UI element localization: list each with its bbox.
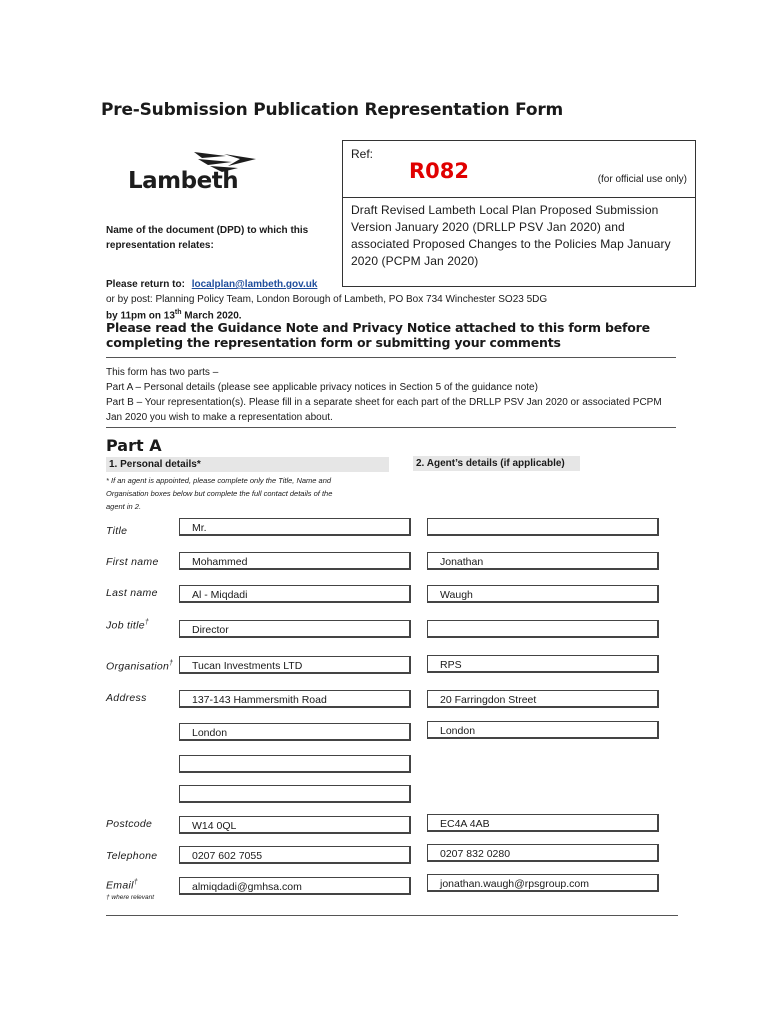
telephone-label: Telephone — [106, 850, 158, 862]
last-name-label: Last name — [106, 587, 158, 599]
organisation-label: Organisation† — [106, 660, 174, 673]
agent-email-field[interactable]: jonathan.waugh@rpsgroup.com — [427, 874, 659, 892]
address-label: Address — [106, 692, 147, 704]
email-label: Email† — [106, 879, 138, 892]
guidance-notice: Please read the Guidance Note and Privacy Notice attached to this form before completing the representation form or submitting your comments — [106, 320, 650, 350]
post-address: or by post: Planning Policy Team, London Borough of Lambeth, PO Box 734 Winchester SO23 5DG — [106, 294, 548, 305]
job-title-label: Job title† — [106, 619, 150, 632]
personal-organisation-field[interactable]: Tucan Investments LTD — [179, 656, 411, 674]
logo-wordmark: Lambeth — [128, 168, 239, 194]
personal-address-line2-field[interactable]: London — [179, 723, 411, 741]
first-name-label: First name — [106, 556, 159, 568]
return-line — [106, 279, 317, 290]
deadline: by 11pm on 13th March 2020. — [106, 309, 242, 322]
personal-address-line3-field[interactable] — [179, 755, 411, 773]
ref-note: (for official use only) — [597, 174, 687, 185]
lambeth-logo — [128, 148, 258, 196]
agent-details-heading: 2. Agent’s details (if applicable) — [413, 456, 580, 471]
personal-postcode-field[interactable]: W14 0QL — [179, 816, 411, 834]
ref-box — [342, 140, 696, 198]
agent-note: * If an agent is appointed, please complete only the Title, Name and Organisation boxes below but complete the full contact details of the agent in 2. — [106, 476, 333, 511]
intro-line: Part B – Your representation(s). Please fill in a separate sheet for each part of the DRLLP PSV Jan 2020 or associated PCPM Jan 2020 you wish to make a representation about. — [106, 397, 662, 423]
personal-address-line4-field[interactable] — [179, 785, 411, 803]
agent-organisation-field[interactable]: RPS — [427, 655, 659, 673]
agent-address-line1-field[interactable]: 20 Farringdon Street — [427, 690, 659, 708]
personal-address-line1-field[interactable]: 137-143 Hammersmith Road — [179, 690, 411, 708]
personal-job-title-field[interactable]: Director — [179, 620, 411, 638]
agent-first-name-field[interactable]: Jonathan — [427, 552, 659, 570]
ref-label: Ref: — [351, 147, 374, 161]
return-email-link[interactable]: localplan@lambeth.gov.uk — [191, 279, 318, 290]
document-name-label: Name of the document (DPD) to which this representation relates: — [106, 225, 309, 251]
form-intro — [106, 365, 676, 425]
divider — [106, 427, 676, 428]
document-name-value: Draft Revised Lambeth Local Plan Proposed Submission Version January 2020 (DRLLP PSV Jan 2020) and associated Proposed Changes to the Policies Map January 2020 (PCPM Jan 2020) — [351, 203, 671, 268]
agent-address-line2-field[interactable]: London — [427, 721, 659, 739]
personal-title-field[interactable]: Mr. — [179, 518, 411, 536]
agent-title-field[interactable] — [427, 518, 659, 536]
intro-line: This form has two parts – — [106, 367, 219, 378]
personal-last-name-field[interactable]: Al - Miqdadi — [179, 585, 411, 603]
form-title: Pre-Submission Publication Representation Form — [101, 100, 564, 120]
agent-postcode-field[interactable]: EC4A 4AB — [427, 814, 659, 832]
personal-details-heading: 1. Personal details* — [106, 457, 389, 472]
ref-code: R082 — [409, 159, 470, 183]
document-box — [342, 196, 696, 287]
personal-email-field[interactable]: almiqdadi@gmhsa.com — [179, 877, 411, 895]
personal-first-name-field[interactable]: Mohammed — [179, 552, 411, 570]
postcode-label: Postcode — [106, 818, 153, 830]
part-a-heading: Part A — [106, 436, 162, 455]
personal-telephone-field[interactable]: 0207 602 7055 — [179, 846, 411, 864]
where-relevant-note: † where relevant — [106, 894, 155, 901]
return-label: Please return to: — [106, 279, 185, 290]
divider — [106, 357, 676, 358]
agent-telephone-field[interactable]: 0207 832 0280 — [427, 844, 659, 862]
agent-last-name-field[interactable]: Waugh — [427, 585, 659, 603]
agent-job-title-field[interactable] — [427, 620, 659, 638]
title-label: Title — [106, 525, 128, 537]
divider — [106, 915, 678, 916]
intro-line: Part A – Personal details (please see applicable privacy notices in Section 5 of the guidance note) — [106, 382, 538, 393]
